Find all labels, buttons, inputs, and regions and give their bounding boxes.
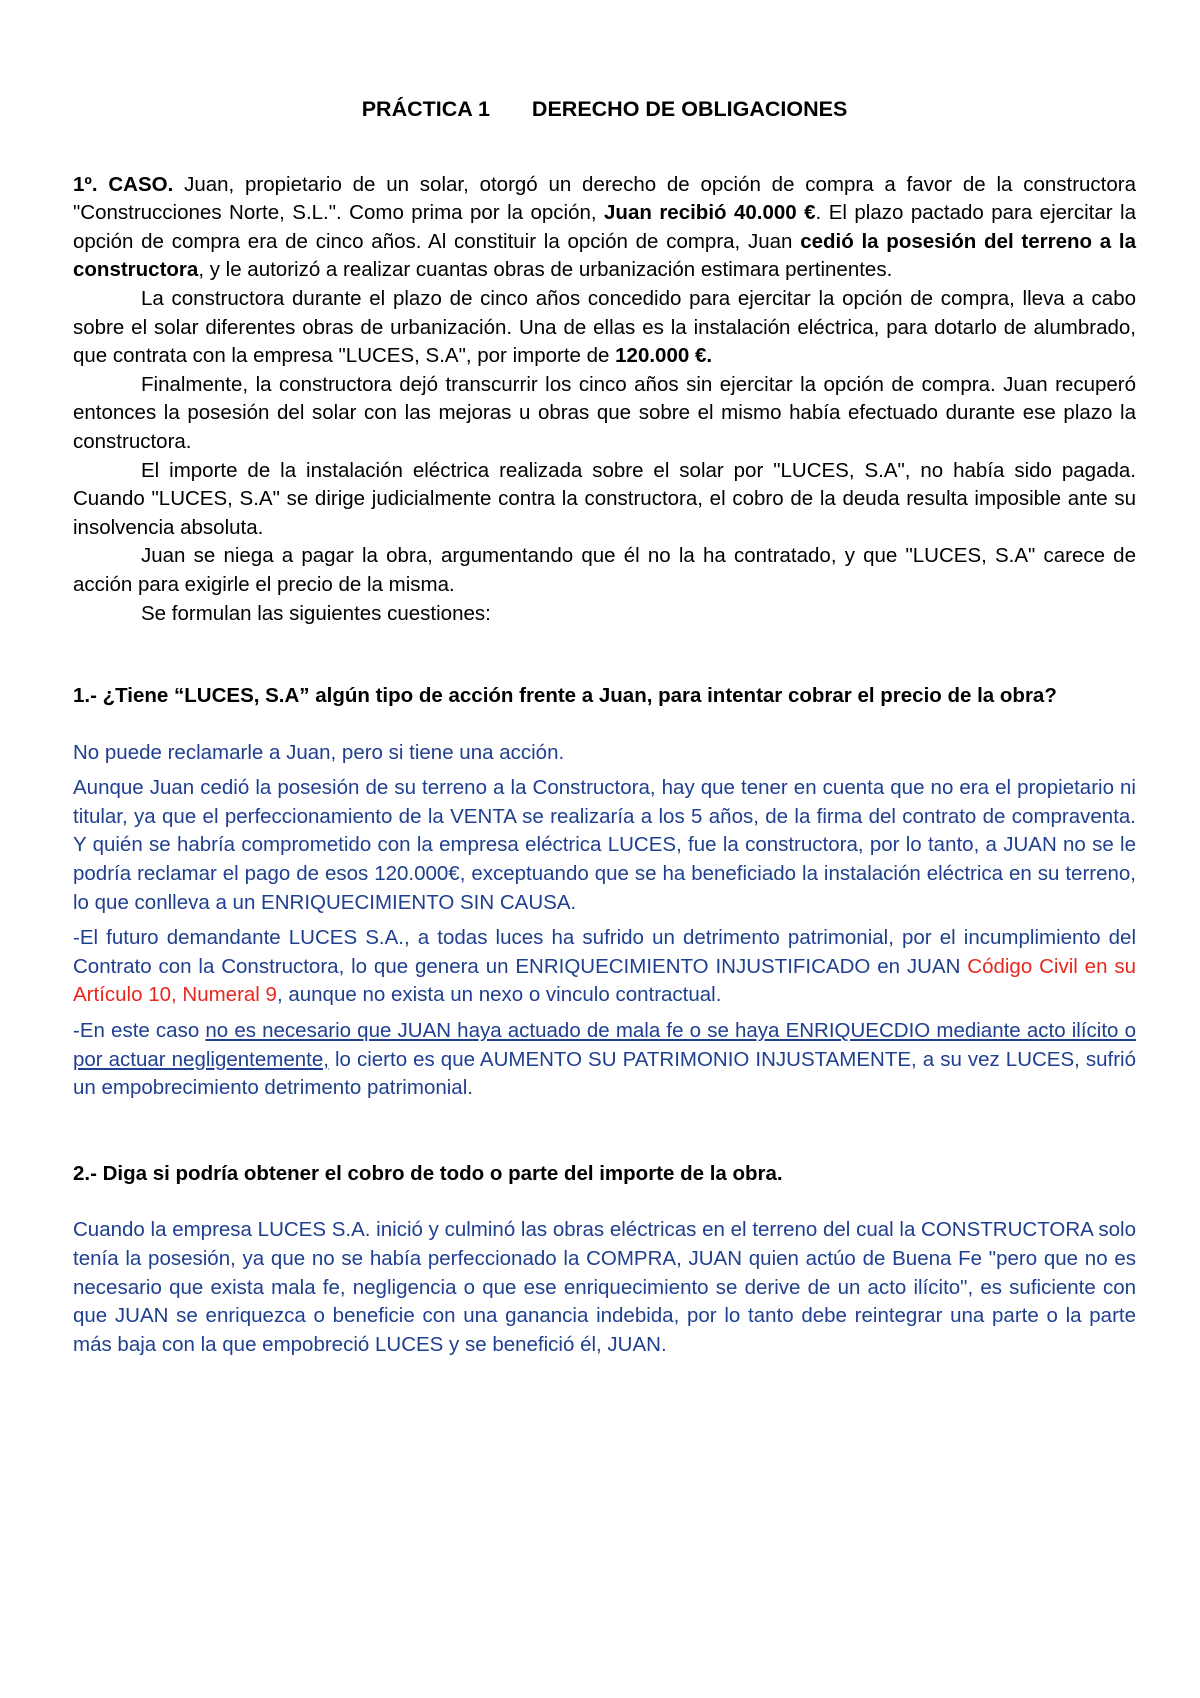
case-text: , y le autorizó a realizar cuantas obras de urbanización estimara pertinentes. <box>198 258 893 282</box>
answer-text: , aunque no exista un nexo o vinculo contractual. <box>276 983 722 1007</box>
answer-1-paragraph-2: Aunque Juan cedió la posesión de su terreno a la Constructora, hay que tener en cuenta que no era el propietario ni titular, ya que el perfeccionamiento de la VENTA se realizaría a los 5 años, de la firma del contrato de compraventa. Y quién se habría comprometido con la empresa eléctrica LUCES, fue la constructora, por lo tanto, a JUAN no se le podría reclamar el pago de esos 120.000€, exceptuando que se ha beneficiado la instalación eléctrica en su terreno, lo que conlleva a un ENRIQUECIMIENTO SIN CAUSA. <box>73 776 1136 914</box>
question-2: 2.- Diga si podría obtener el cobro de todo o parte del importe de la obra. <box>73 1161 783 1185</box>
case-paragraph-4: El importe de la instalación eléctrica realizada sobre el solar por "LUCES, S.A", no había sido pagada. Cuando "LUCES, S.A" se dirige judicialmente contra la constructora, el cobro de la deuda resulta imposible ante su insolvencia absoluta. <box>73 458 1136 539</box>
answer-1-paragraph-3 <box>73 924 1136 1010</box>
case-paragraph-5: Juan se niega a pagar la obra, argumentando que él no la ha contratado, y que "LUCES, S.A" carece de acción para exigirle el precio de la misma. <box>73 544 1136 596</box>
case-paragraph-2 <box>73 285 1136 371</box>
case-bold-possession: cedió la posesión del terreno a la constructora <box>73 229 1137 282</box>
case-paragraph-3: Finalmente, la constructora dejó transcurrir los cinco años sin ejercitar la opción de compra. Juan recuperó entonces la posesión del solar con las mejoras u obras que sobre el mismo había efectuado durante ese plazo la constructora. <box>73 372 1136 453</box>
title-practice: PRÁCTICA 1 <box>361 97 490 121</box>
title-subject: DERECHO DE OBLIGACIONES <box>531 97 848 121</box>
answer-text: -En este caso <box>73 1019 206 1043</box>
document-title <box>73 95 1136 124</box>
case-label: 1º. CASO. <box>73 172 174 196</box>
case-text: La constructora durante el plazo de cinco años concedido para ejercitar la opción de compra, lleva a cabo sobre el solar diferentes obras de urbanización. Una de ellas es la instalación eléctrica, para dotarlo de alumbrado, que contrata con la empresa "LUCES, S.A", por importe de <box>73 286 1136 368</box>
legal-reference: Código Civil en su Artículo 10, Numeral 9 <box>73 954 1136 1007</box>
answer-text: -El futuro demandante LUCES S.A., a todas luces ha sufrido un detrimento patrimonial, por el incumplimiento del Contrato con la Constructora, lo que genera un ENRIQUECIMIENTO INJUSTIFICADO en JUAN <box>73 926 1136 978</box>
case-bold-price: 120.000 €. <box>615 344 713 368</box>
underlined-text: no es necesario que JUAN haya actuado de mala fe o se haya ENRIQUECDIO mediante acto ilícito o por actuar negligentemente, <box>73 1019 1136 1071</box>
case-text: . El plazo pactado para ejercitar la opción de compra era de cinco años. Al constituir la opción de compra, Juan <box>73 201 1136 253</box>
case-text: Juan, propietario de un solar, otorgó un derecho de opción de compra a favor de la constructora "Construcciones Norte, S.L.". Como prima por la opción, <box>73 172 1137 225</box>
answer-2-paragraph-1: Cuando la empresa LUCES S.A. inició y culminó las obras eléctricas en el terreno del cual la CONSTRUCTORA solo tenía la posesión, ya que no se había perfeccionado la COMPRA, JUAN quien actúo de Buena Fe "pero que no es necesario que exista mala fe, negligencia o que ese enriquecimiento se derive de un acto ilícito", es suficiente con que JUAN se enriquezca o beneficie con una ganancia indebida, por lo tanto debe reintegrar una parte o la parte más baja con la que empobreció LUCES y se benefició él, JUAN. <box>73 1218 1136 1356</box>
answer-1-line-1: No puede reclamarle a Juan, pero si tiene una acción. <box>73 740 565 764</box>
answer-text: lo cierto es que AUMENTO SU PATRIMONIO INJUSTAMENTE, a su vez LUCES, sufrió un empobrecimiento detrimento patrimonial. <box>73 1047 1137 1100</box>
answer-1-paragraph-4 <box>73 1017 1136 1103</box>
case-bold-amount: Juan recibió 40.000 € <box>604 201 816 225</box>
case-paragraph-1 <box>73 171 1136 285</box>
document-page <box>73 95 1136 1359</box>
question-1: 1.- ¿Tiene “LUCES, S.A” algún tipo de acción frente a Juan, para intentar cobrar el precio de la obra? <box>73 684 1057 708</box>
case-paragraph-6: Se formulan las siguientes cuestiones: <box>141 601 491 625</box>
